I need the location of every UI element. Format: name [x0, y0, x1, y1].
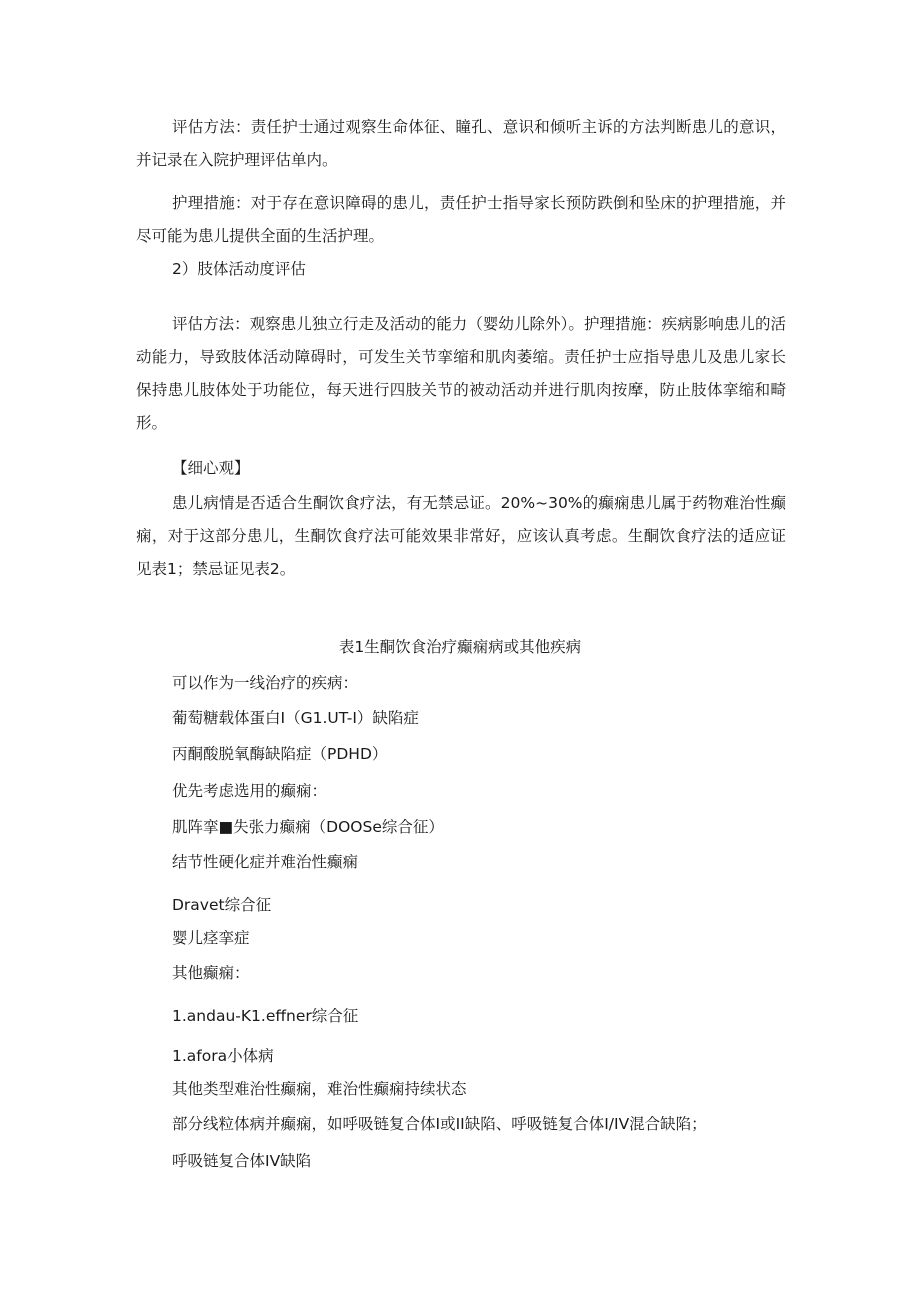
list-item: 1.andau-K1.effner综合征 — [172, 1007, 359, 1025]
paragraph-limb-assessment: 评估方法：观察患儿独立行走及活动的能力（婴幼儿除外）。护理措施：疾病影响患儿的活动能力，导致肢体活动障碍时，可发生关节挛缩和肌肉萎缩。责任护士应指导患儿及患儿家长保持患儿肢体处于功能位，每天进行四肢关节的被动活动并进行肌肉按摩，防止肢体挛缩和畸形。 — [136, 315, 786, 432]
table-title: 表1生酮饮食治疗癫痫病或其他疾病 — [338, 638, 582, 656]
list-item: 呼吸链复合体IV缺陷 — [172, 1152, 312, 1170]
section-heading-careful-observation: 【细心观】 — [172, 459, 250, 477]
paragraph-nursing-measures: 护理措施：对于存在意识障碍的患儿，责任护士指导家长预防跌倒和坠床的护理措施，并尽可能为患儿提供全面的生活护理。 — [136, 194, 786, 245]
list-item: 婴儿痉挛症 — [172, 929, 250, 947]
list-item: Dravet综合征 — [172, 896, 272, 914]
list-item: 结节性硬化症并难治性癫痫 — [172, 853, 359, 871]
paragraph-ketogenic-suitability: 患儿病情是否适合生酮饮食疗法，有无禁忌证。20%~30%的癫痫患儿属于药物难治性癫痫，对于这部分患儿，生酮饮食疗法可能效果非常好，应该认真考虑。生酮饮食疗法的适应证见表1；禁忌证见表2。 — [136, 494, 786, 578]
list-item: 部分线粒体病并癫痫，如呼吸链复合体I或II缺陷、呼吸链复合体I/IV混合缺陷； — [172, 1115, 707, 1133]
list-item: 优先考虑选用的癫痫： — [172, 782, 328, 800]
list-item: 葡萄糖载体蛋白I（G1.UT-I）缺陷症 — [172, 709, 419, 727]
section-heading-limb-mobility: 2）肢体活动度评估 — [172, 260, 306, 278]
list-item: 丙酮酸脱氧酶缺陷症（PDHD） — [172, 745, 388, 763]
list-item: 其他癫痫： — [172, 964, 250, 982]
list-item: 其他类型难治性癫痫，难治性癫痫持续状态 — [172, 1080, 467, 1098]
list-item: 肌阵挛■失张力癫痫（DOOSe综合征） — [172, 818, 444, 836]
paragraph-assessment-consciousness: 评估方法：责任护士通过观察生命体征、瞳孔、意识和倾听主诉的方法判断患儿的意识，并记录在入院护理评估单内。 — [136, 118, 786, 169]
list-item: 可以作为一线治疗的疾病： — [172, 674, 359, 692]
list-item: 1.afora小体病 — [172, 1047, 274, 1065]
